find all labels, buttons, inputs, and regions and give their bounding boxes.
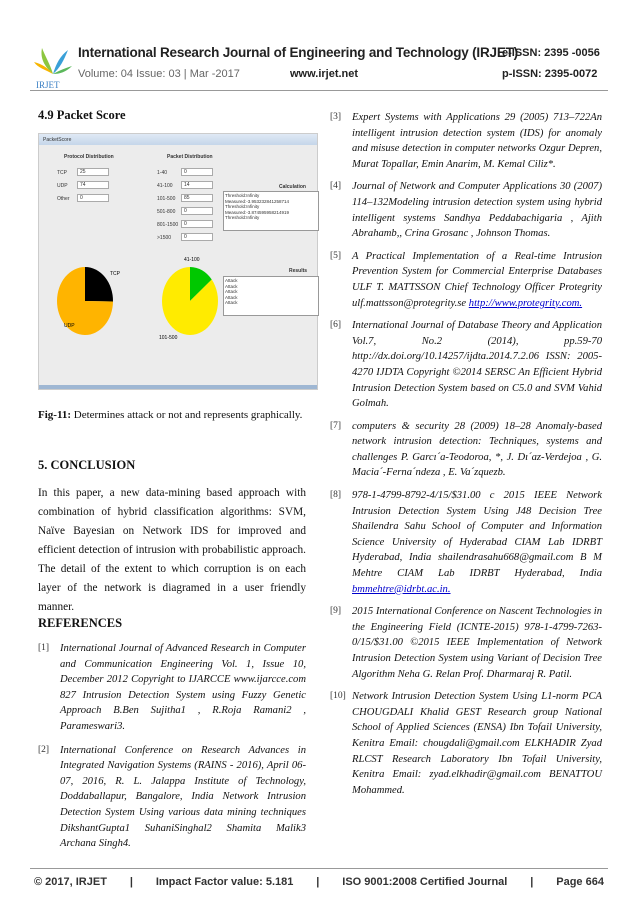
page-header <box>0 0 638 100</box>
other-label: Other <box>57 196 70 202</box>
protocol-heading: Protocol Distribution <box>64 154 114 160</box>
footer-copyright: © 2017, IRJET <box>34 876 107 888</box>
reference-link[interactable]: bmmehtre@idrbt.ac.in. <box>352 583 451 595</box>
footer-separator: | <box>316 876 320 888</box>
reference-number: [3] <box>330 112 342 122</box>
tcp-field[interactable]: 25 <box>77 168 109 176</box>
conclusion-text: In this paper, a new data-mining based approach with combination of hybrid classification algorithms: SVM, Naïve Bayesian on Network IDS for improved and efficient detection of intrusion with probabilistic approach. The detail of the extent to which corruption is on each layer of the network is diagramed in a user friendly manner. <box>38 487 306 613</box>
reference-item <box>38 743 306 852</box>
packet-label: 101-500 <box>157 196 176 202</box>
reference-number: [8] <box>330 490 342 501</box>
references-heading: REFERENCES <box>38 616 123 630</box>
result-line: Attack <box>225 294 238 300</box>
other-field[interactable]: 0 <box>77 194 109 202</box>
figure-caption <box>38 409 302 421</box>
reference-text: Expert Systems with Applications 29 (2005) 713–722An intelligent intrusion detection system (IDS) for anomaly and misuse detection in computer networks Ozgur Depren, Murat Topallar, Emin Anarim, M. Kemal Ciliz*. <box>352 112 602 170</box>
calc-line: Threshold:Infinity <box>225 204 260 210</box>
footer-impact: Impact Factor value: 5.181 <box>155 876 294 888</box>
reference-text: Network Intrusion Detection System Using L1-norm PCA CHOUGDALI Khalid GEST Research group National School of Applied Sciences (ENSA) Ibn Tofail University, Kenitra Email: chougdali@gmail.com ELKHADIR Zyad RLCST Research Laboratory Ibn Tofail University, Kenitra Email: zyad.elkhadir@gmail.com BENATTOU Mohammed. <box>352 691 602 796</box>
reference-number: [2] <box>38 744 50 755</box>
packet-field[interactable]: 0 <box>181 168 213 176</box>
reference-item <box>330 488 602 597</box>
packet-label: 41-100 <box>157 183 173 189</box>
eissn: e-ISSN: 2395 -0056 <box>502 47 600 59</box>
reference-text: A Practical Implementation of a Real-time Intrusion Prevention System for Commercial Enterprise Databases ULF T. MATTSSON Chief Technology Officer Protegrity ulf.mattsson@protegrity.se <box>352 250 602 309</box>
packet-label: 501-800 <box>157 209 176 215</box>
window-bottom-bar <box>39 385 317 389</box>
footer-page: Page 664 <box>556 876 604 888</box>
window-title: PacketScore <box>43 137 72 143</box>
reference-text: International Conference on Research Advances in Integrated Navigation Systems (RAINS - 2016), April 06-07, 2016, R. L. Jalappa Institute of Technology, Doddaballapur, Bangalore, India Network Intrusion Detection System Using various data mining techniques DikshantGupta1 SuhaniSinghal2 Shamita Malik3 Archana Singh4. <box>60 744 306 850</box>
reference-text: Journal of Network and Computer Applications 30 (2007) 114–132Modeling intrusion detection system using hybrid intelligent systems Sandhya Peddabachigaria , Ajith Abrahamb,, Crina Grosanc , Johnson Thomas. <box>352 181 602 240</box>
packet-field[interactable]: 14 <box>181 181 213 189</box>
calc-line: Threshold:Infinity <box>225 215 260 221</box>
reference-item <box>330 689 602 798</box>
reference-number: [6] <box>330 320 342 331</box>
header-divider <box>30 90 608 91</box>
pie-slice <box>85 267 113 302</box>
packet-label: >1500 <box>157 235 172 241</box>
page-footer <box>30 876 608 888</box>
pie1-label-tcp: TCP <box>110 271 120 277</box>
packet-field[interactable]: 0 <box>181 207 213 215</box>
reference-item <box>330 419 602 481</box>
result-line: Attack <box>225 289 238 295</box>
pie-charts <box>39 134 219 391</box>
references-right <box>330 110 602 805</box>
calc-heading: Calculation <box>279 184 306 190</box>
results-list[interactable] <box>223 276 319 316</box>
packet-label: 1-40 <box>157 170 168 176</box>
udp-label: UDP <box>57 183 68 189</box>
packet-label: 801-1500 <box>157 222 179 228</box>
pie2-label-b: 101-500 <box>159 335 178 341</box>
calc-list[interactable] <box>223 191 319 231</box>
footer-divider <box>30 868 608 869</box>
reference-item <box>330 179 602 241</box>
udp-field[interactable]: 74 <box>77 181 109 189</box>
section-heading-packet-score: 4.9 Packet Score <box>38 108 126 122</box>
packet-field[interactable]: 0 <box>181 233 213 241</box>
reference-item <box>330 110 602 172</box>
results-heading: Results <box>289 268 308 274</box>
svg-text:IRJET: IRJET <box>36 80 60 90</box>
reference-item <box>330 318 602 412</box>
website[interactable]: www.irjet.net <box>290 68 359 80</box>
reference-text: 2015 International Conference on Nascent Technologies in the Engineering Field (ICNTE-2015) 978-1-4799-7263-0/15/$31.00 ©2015 IEEE Implementation of Network Intrusion Detection System using Variant of Decision Tree Algorithm Neha G. Relan Prof. Dharmaraj R. Patil. <box>352 606 602 680</box>
reference-text: 978-1-4799-8792-4/15/$31.00 c 2015 IEEE Network Intrusion Detection System Using J48 Decision Tree Shailendra Sahu School of Computer and Information Science University of Hyderabad CIAM Lab IDRBT Hyderabad, India shailendrasahu668@gmail.com B M Mehtre CIAM Lab IDRBT Hyderabad, India <box>352 490 602 580</box>
reference-text: International Journal of Advanced Research in Computer and Communication Engineering Vol. 1, Issue 10, December 2012 Copyright to IJARCCE www.ijarcce.com 827 Intrusion Detection System using Fuzzy Genetic Approach B.Ben Sujitha1 , R.Roja Ramani2 , Parameswari3. <box>60 643 306 732</box>
journal-title: International Research Journal of Engineering and Technology (IRJET) <box>78 45 518 60</box>
calc-line: Measured:-3.953232841258714 <box>225 198 290 204</box>
reference-text: International Journal of Database Theory and Application Vol.7, No.2 (2014), pp.59-70 http://dx.doi.org/10.14257/ijdta.2014.7.2.06 ISSN: 2005-4270 IJDTA Copyright ©2014 SERSC An Efficient Hybrid Intrusion Detection System based on C5.0 and SVM Vahid Golmah. <box>352 320 602 410</box>
pie1-label-udp: UDP <box>64 323 75 329</box>
reference-item <box>330 604 602 682</box>
packet-pie <box>162 267 218 335</box>
packet-field[interactable]: 85 <box>181 194 213 202</box>
reference-number: [9] <box>330 606 342 617</box>
conclusion-heading: 5. CONCLUSION <box>38 458 136 472</box>
volume-info: Volume: 04 Issue: 03 | Mar -2017 <box>78 68 240 80</box>
reference-text: computers & security 28 (2009) 18–28 Anomaly-based network intrusion detection: Techniques, systems and challenges P. Garcı´a-Teodoroa, *, J. Dı´az-Verdejoa , G. Macia´-Ferna´ndeza , E. Va´zquezb. <box>352 420 602 479</box>
packet-field[interactable]: 0 <box>181 220 213 228</box>
reference-number: [7] <box>330 420 342 431</box>
reference-item <box>330 249 602 311</box>
irjet-logo <box>34 44 72 90</box>
result-line: Attack <box>225 283 238 289</box>
footer-iso: ISO 9001:2008 Certified Journal <box>342 876 508 888</box>
reference-number: [5] <box>330 250 342 261</box>
reference-number: [4] <box>330 181 342 192</box>
result-line: Attack <box>225 300 238 306</box>
packet-score-screenshot <box>38 133 318 390</box>
references-left <box>38 641 306 860</box>
caption-label: Fig-11: <box>38 409 71 421</box>
pissn: p-ISSN: 2395-0072 <box>502 68 598 80</box>
tcp-label: TCP <box>57 170 67 176</box>
footer-separator: | <box>530 876 534 888</box>
calc-line: Threshold:Infinity <box>225 193 260 198</box>
pie2-label-a: 41-100 <box>184 257 200 263</box>
reference-number: [1] <box>38 643 50 653</box>
calc-line: Measured:-3.874595958214919 <box>225 209 290 215</box>
reference-item <box>38 641 306 735</box>
footer-separator: | <box>129 876 133 888</box>
result-line: Attack <box>225 278 238 283</box>
reference-number: [10] <box>330 691 346 702</box>
reference-link[interactable]: http://www.protegrity.com. <box>468 297 583 309</box>
caption-text: Determines attack or not and represents graphically. <box>71 409 303 421</box>
packet-heading: Packet Distribution <box>167 154 213 160</box>
